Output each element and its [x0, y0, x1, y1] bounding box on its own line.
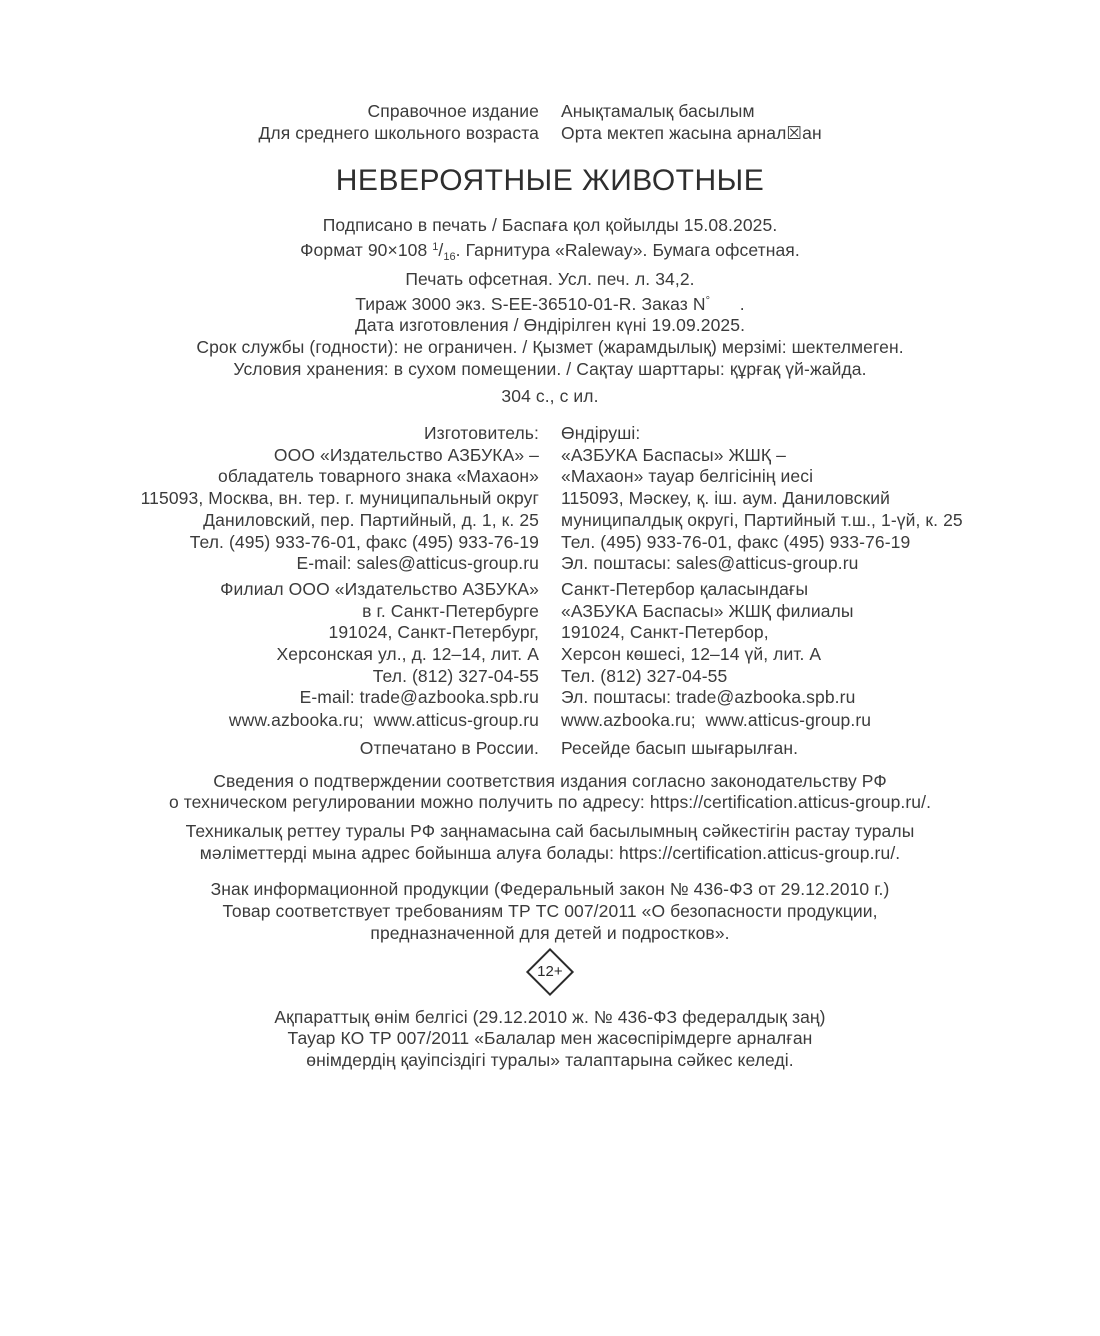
edition-type-ru: Справочное издание	[367, 101, 539, 121]
audience-ru: Для среднего школьного возраста	[258, 122, 539, 143]
certification-kk-line: Техникалық реттеу туралы РФ заңнамасына сай басылымның сәйкестігін растау туралы	[185, 820, 915, 841]
certification-kk-line: мәліметтерді мына адрес бойынша алуға болады: https://certification.atticus-group.ru/.	[199, 842, 901, 863]
print-line-format	[75, 237, 1025, 269]
manufacturer-kk-email: Эл. поштасы: sales@atticus-group.ru	[561, 553, 859, 574]
printed-ru: Отпечатано в России.	[359, 737, 539, 758]
manufacturer-kk-line: Өндіруші:	[561, 423, 641, 444]
order-sup: °	[705, 294, 710, 307]
audience-kk: Орта мектеп жасына арнал☒ан	[561, 122, 822, 143]
branch-ru-line: Филиал ООО «Издательство АЗБУКА»	[220, 578, 539, 599]
edition-header	[75, 101, 1025, 144]
manufacturer-kk-line: Тел. (495) 933-76-01, факс (495) 933-76-19	[561, 531, 911, 552]
certification-ru-line: Сведения о подтверждении соответствия издания согласно законодательству РФ	[213, 770, 887, 791]
manufacturer-ru-line: Тел. (495) 933-76-01, факс (495) 933-76-19	[189, 531, 539, 552]
branch-ru-line: в г. Санкт-Петербурге	[362, 600, 539, 621]
book-title: НЕВЕРОЯТНЫЕ ЖИВОТНЫЕ	[335, 164, 765, 198]
product-sign-line: предназначенной для детей и подростков».	[370, 922, 730, 943]
manufacturer-kk-line: «АЗБУКА Баспасы» ЖШҚ –	[561, 444, 786, 465]
format-suffix: . Гарнитура «Raleway». Бумага офсетная.	[455, 240, 800, 261]
format-sup: 1	[432, 241, 439, 254]
print-info	[75, 215, 1025, 380]
age-rating-label: 12+	[537, 962, 563, 980]
manufacturer-kk-line: муниципалдық округі, Партийный т.ш., 1-үй, к. 25	[561, 509, 963, 530]
order-suffix: .	[709, 293, 745, 314]
branch-ru-line: Херсонская ул., д. 12–14, лит. А	[276, 644, 539, 665]
print-line-order	[75, 291, 1025, 316]
product-sign-line: Знак информационной продукции (Федеральный закон № 436-ФЗ от 29.12.2010 г.)	[210, 879, 890, 900]
manufacturer-ru-line: 115093, Москва, вн. тер. г. муниципальный округ	[140, 488, 539, 509]
printed-row	[75, 738, 1025, 760]
manufacturer-ru-line: Изготовитель:	[423, 423, 539, 444]
certification-ru-line: о техническом регулировании можно получить по адресу: https://certification.atticus-group.ru/.	[168, 792, 932, 813]
order-prefix: Тираж 3000 экз. S-EE-36510-01-R. Заказ N	[355, 293, 706, 314]
format-slash: /	[438, 240, 444, 261]
branch-kk	[561, 579, 1025, 709]
branch-ru-email: E-mail: trade@azbooka.spb.ru	[299, 687, 539, 708]
edition-type-kk: Анықтамалық басылым	[561, 101, 755, 121]
product-sign	[75, 879, 1025, 944]
edition-header-ru	[75, 101, 539, 144]
print-line-storage: Условия хранения: в сухом помещении. / Сақтау шарттары: құрғақ үй-жайда.	[233, 358, 867, 379]
branch-block	[75, 579, 1025, 709]
age-rating-badge	[526, 947, 574, 995]
product-sign-line: Товар соответствует требованиям ТР ТС 007/2011 «О безопасности продукции,	[222, 901, 878, 922]
print-line-signed: Подписано в печать / Баспаға қол қойылды 15.08.2025.	[322, 215, 778, 236]
branch-ru-line: 191024, Санкт-Петербург,	[328, 622, 539, 643]
kazakh-notice-line: Тауар КО ТР 007/2011 «Балалар мен жасөспірімдерге арналған	[287, 1028, 813, 1049]
age-badge-row	[75, 947, 1025, 997]
printed-kk: Ресейде басып шығарылған.	[561, 737, 799, 758]
page-count: 304 с., с ил.	[501, 386, 599, 407]
kazakh-notice-line: өнімдердің қауіпсіздігі туралы» талаптарына сәйкес келеді.	[306, 1049, 794, 1070]
manufacturer-ru-line: ООО «Издательство АЗБУКА» –	[273, 444, 539, 465]
print-line-offset: Печать офсетная. Усл. печ. л. 34,2.	[405, 268, 695, 289]
manufacturer-ru-email: E-mail: sales@atticus-group.ru	[296, 553, 539, 574]
certification-ru	[75, 771, 1025, 814]
branch-kk-phone: Тел. (812) 327-04-55	[561, 665, 728, 686]
branch-ru	[75, 579, 539, 709]
print-line-service: Срок службы (годности): не ограничен. / Қызмет (жарамдылық) мерзімі: шектелмеген.	[196, 336, 904, 357]
branch-kk-line: 191024, Санкт-Петербор,	[561, 622, 769, 643]
websites-row	[75, 710, 1025, 732]
manufacturer-ru	[75, 423, 539, 575]
manufacturer-kk	[561, 423, 1025, 575]
manufacturer-ru-line: обладатель товарного знака «Махаон»	[218, 466, 539, 487]
format-prefix: Формат 90×108	[300, 240, 433, 261]
manufacturer-ru-line: Даниловский, пер. Партийный, д. 1, к. 25	[203, 509, 539, 530]
certification-kk	[75, 821, 1025, 864]
kazakh-notice-line: Ақпараттық өнім белгісі (29.12.2010 ж. № 436-ФЗ федералдық заң)	[274, 1006, 826, 1027]
kazakh-notice	[75, 1007, 1025, 1072]
branch-ru-phone: Тел. (812) 327-04-55	[372, 665, 539, 686]
websites-kk: www.azbooka.ru; www.atticus-group.ru	[561, 710, 872, 731]
format-sub: 16	[443, 251, 456, 264]
branch-kk-email: Эл. поштасы: trade@azbooka.spb.ru	[561, 687, 856, 708]
manufacturer-kk-line: 115093, Мәскеу, қ. іш. аум. Даниловский	[561, 488, 890, 509]
edition-header-kk	[561, 101, 1025, 144]
manufacturer-block	[75, 423, 1025, 575]
websites-ru: www.azbooka.ru; www.atticus-group.ru	[228, 710, 539, 731]
branch-kk-line: Херсон көшесі, 12–14 үй, лит. А	[561, 644, 822, 665]
print-line-date: Дата изготовления / Өндірілген күні 19.09.2025.	[354, 315, 746, 336]
branch-kk-line: «АЗБУКА Баспасы» ЖШҚ филиалы	[561, 600, 854, 621]
branch-kk-line: Санкт-Петербор қаласындағы	[561, 578, 809, 599]
manufacturer-kk-line: «Махаон» тауар белгісінің иесі	[561, 466, 814, 487]
